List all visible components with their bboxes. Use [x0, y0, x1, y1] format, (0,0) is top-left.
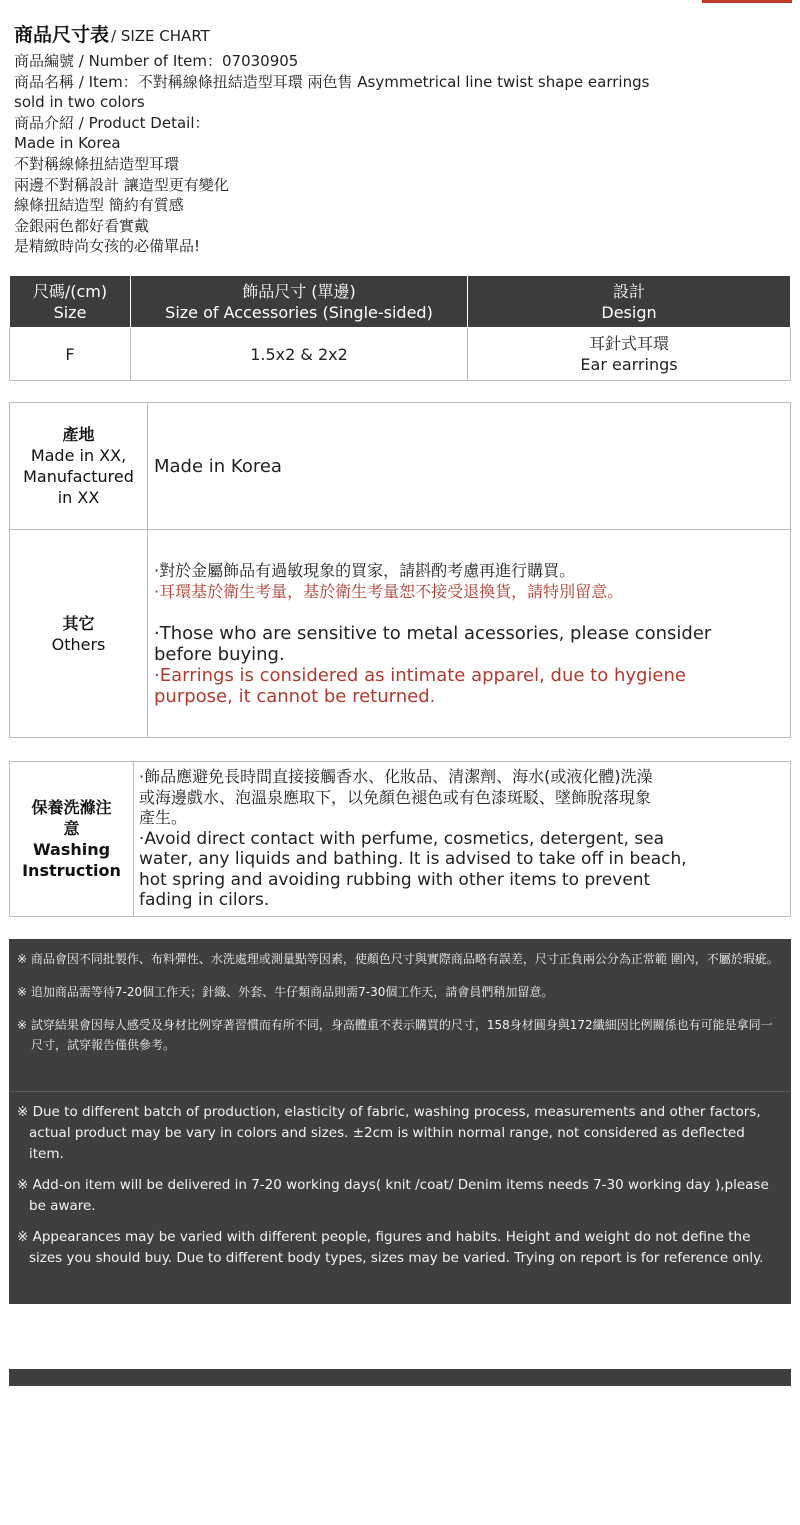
title-main: 商品尺寸表	[14, 24, 110, 46]
product-header	[14, 20, 790, 257]
note-item: ※ Due to different batch of production, elasticity of fabric, washing process, measurements and other factors, actual product may be vary in colors and sizes. ±2cm is within normal range, not considered as deflected item.	[17, 1104, 761, 1162]
notes-english	[9, 1091, 791, 1304]
size-table-header-row	[10, 276, 791, 328]
cell-dimensions: 1.5x2 & 2x2	[131, 328, 468, 381]
footer-divider-bar	[9, 1369, 791, 1386]
header-accessory-size: 飾品尺寸 (單邊) Size of Accessories (Single-sided)	[131, 276, 468, 328]
detail-line: Made in Korea	[14, 134, 121, 153]
title-sub: / SIZE CHART	[111, 27, 210, 45]
origin-value: Made in Korea	[148, 403, 791, 530]
return-warning-zh: ·耳環基於衛生考量，基於衛生考量恕不接受退換貨，請特別留意。	[154, 582, 624, 601]
item-number: 商品編號 / Number of Item：07030905	[14, 52, 299, 70]
return-warning-en: ·Earrings is considered as intimate apparel, due to hygiene	[154, 665, 686, 686]
note-item: ※ 商品會因不同批製作、布料彈性、水洗處理或測量點等因素，使顏色尺寸與實際商品略有誤差，尺寸正負兩公分為正常範 圍內，不屬於瑕疵。	[17, 952, 779, 966]
washing-table	[9, 761, 791, 917]
cell-size: F	[10, 328, 131, 381]
notes-chinese	[9, 939, 791, 1091]
item-name: 商品名稱 / Item：不對稱線條扭結造型耳環 兩色售 Asymmetrical line twist shape earrings	[14, 72, 650, 91]
detail-line: 線條扭結造型 簡約有質感	[14, 196, 184, 215]
product-detail-label: 商品介紹 / Product Detail：	[14, 113, 210, 132]
origin-label: 產地 Made in XX, Manufactured in XX	[10, 403, 148, 530]
detail-line: 金銀兩色都好看實戴	[14, 216, 150, 235]
origin-row	[10, 403, 791, 530]
washing-row	[10, 762, 791, 917]
note-item: ※ 試穿結果會因每人感受及身材比例穿著習慣而有所不同，身高體重不表示購買的尺寸，158身材圓身與172纖細因比例關係也有可能是拿同一尺寸，試穿報告僅供參考。	[17, 1018, 773, 1052]
cell-design: 耳針式耳環 Ear earrings	[468, 328, 791, 381]
header-design: 設計 Design	[468, 276, 791, 328]
others-value: ·對於金屬飾品有過敏現象的買家，請斟酌考慮再進行購買。 ·耳環基於衛生考量，基於衛生考量恕不接受退換貨，請特別留意。 ·Those who are sensitive to metal acessories, please consider before buying. ·Earrings is considered as intimate apparel, due to hygiene purpose, it cannot be returned.	[148, 530, 791, 738]
page-title	[14, 20, 790, 47]
note-item: ※ Add-on item will be delivered in 7-20 working days( knit /coat/ Denim items needs 7-30 working day ),please be aware.	[17, 1177, 769, 1214]
detail-line: 不對稱線條扭結造型耳環	[14, 154, 180, 173]
detail-line: 是精緻時尚女孩的必備單品!	[14, 237, 201, 256]
washing-label: 保養洗滌注 意 Washing Instruction	[10, 762, 134, 917]
item-name-cont: sold in two colors	[14, 93, 145, 112]
note-item: ※ 追加商品需等待7-20個工作天；針織、外套、牛仔類商品則需7-30個工作天，請會員們稍加留意。	[17, 985, 554, 999]
washing-value: ·飾品應避免長時間直接接觸香水、化妝品、清潔劑、海水(或液化體)洗澡 或海邊戲水、泡溫泉應取下，以免顏色褪色或有色漆斑駁、墜飾脫落現象 產生。 ·Avoid direct contact with perfume, cosmetics, detergent, sea water, any liquids and bathing. It is advised to take off in beach, hot spring and avoiding rubbing with other items to prevent fading in cilors.	[134, 762, 791, 917]
info-table	[9, 402, 791, 738]
table-row	[10, 328, 791, 381]
others-row	[10, 530, 791, 738]
size-table	[9, 275, 791, 381]
detail-line: 兩邊不對稱設計 讓造型更有變化	[14, 175, 229, 194]
others-label: 其它 Others	[10, 530, 148, 738]
top-accent-bar	[702, 0, 792, 3]
note-item: ※ Appearances may be varied with different people, figures and habits. Height and weight do not define the sizes you should buy. Due to different body types, sizes may be varied. Trying on report is for reference only.	[17, 1229, 764, 1266]
header-size: 尺碼/(cm) Size	[10, 276, 131, 328]
